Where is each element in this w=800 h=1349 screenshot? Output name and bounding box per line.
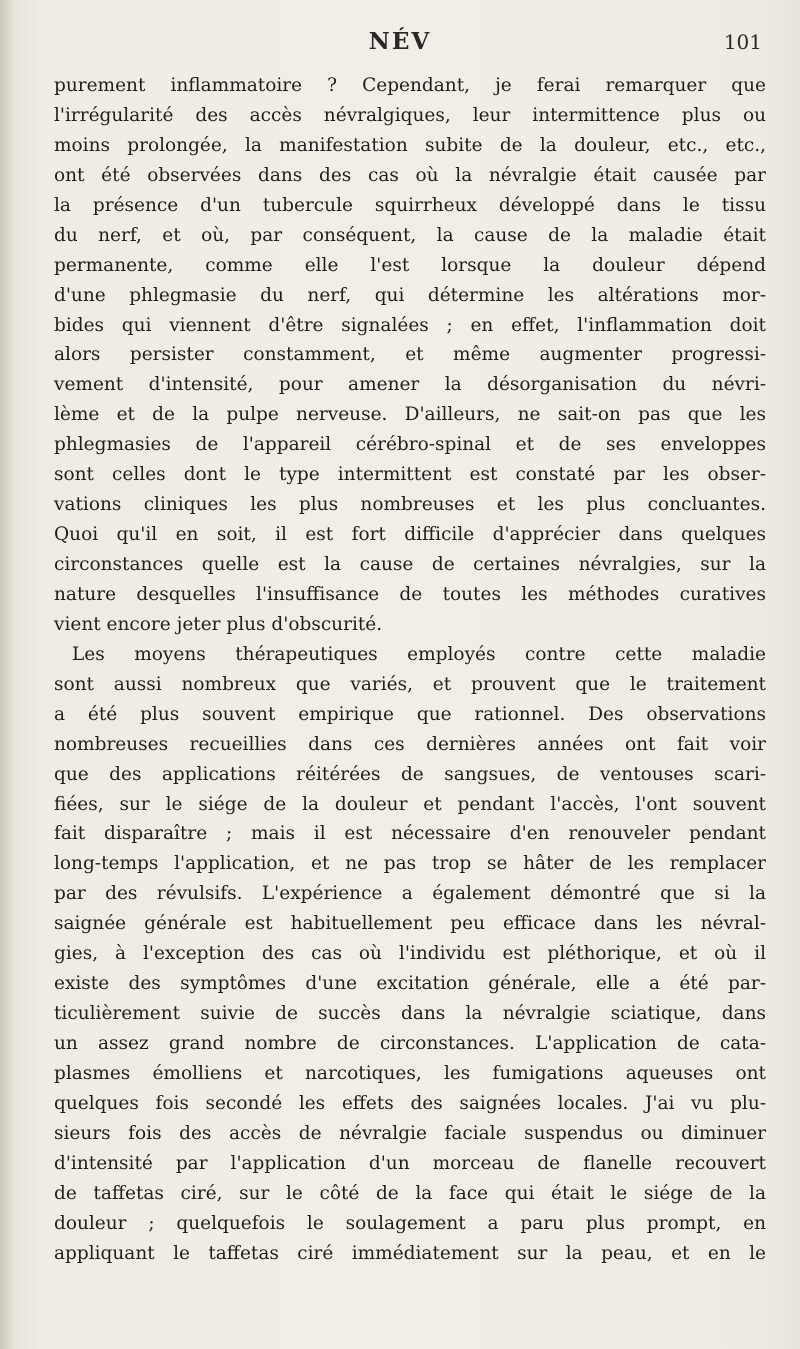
text-line: existe des symptômes d'une excitation générale, elle a été par-	[54, 973, 766, 995]
text-line: purement inflammatoire ? Cependant, je ferai remarquer que	[54, 75, 766, 96]
text-line: quelques fois secondé les effets des saignées locales. J'ai vu plu-	[54, 1092, 766, 1114]
text-line: saignée générale est habituellement peu efficace dans les névral-	[54, 913, 766, 935]
text-line: fait disparaître ; mais il est nécessaire d'en renouveler pendant	[54, 823, 766, 845]
text-line: douleur ; quelquefois le soulagement a paru plus prompt, en	[54, 1212, 766, 1234]
text-line: sont celles dont le type intermittent est constaté par les obser-	[54, 464, 766, 486]
text-line: d'une phlegmasie du nerf, qui détermine les altérations mor-	[54, 284, 766, 306]
text-line: alors persister constamment, et même augmenter progressi-	[54, 344, 766, 366]
text-line: nombreuses recueillies dans ces dernières années ont fait voir	[54, 733, 766, 755]
body-text	[54, 71, 766, 1269]
text-line: de taffetas ciré, sur le côté de la face qui était le siége de la	[54, 1182, 766, 1204]
text-line: par des révulsifs. L'expérience a également démontré que si la	[54, 883, 766, 905]
text-line: moins prolongée, la manifestation subite de la douleur, etc., etc.,	[54, 134, 766, 156]
page-number: 101	[723, 30, 762, 54]
text-line: l'irrégularité des accès névralgiques, leur intermittence plus ou	[54, 104, 766, 126]
text-line: circonstances quelle est la cause de certaines névralgies, sur la	[54, 554, 766, 575]
text-line: bides qui viennent d'être signalées ; en effet, l'inflammation doit	[54, 314, 766, 336]
paragraph-end-line: vient encore jeter plus d'obscurité.	[54, 613, 383, 635]
paragraph-start-line: Les moyens thérapeutiques employés contre cette maladie	[72, 643, 766, 665]
text-line: du nerf, et où, par conséquent, la cause de la maladie était	[54, 224, 766, 246]
text-line: Quoi qu'il en soit, il est fort difficile d'apprécier dans quelques	[54, 524, 766, 546]
text-line: appliquant le taffetas ciré immédiatement sur la peau, et en le	[54, 1242, 766, 1264]
text-line: la présence d'un tubercule squirrheux développé dans le tissu	[54, 194, 766, 216]
text-line: ticulièrement suivie de succès dans la névralgie sciatique, dans	[54, 1003, 766, 1025]
text-line: gies, à l'exception des cas où l'individu est pléthorique, et où il	[54, 943, 766, 965]
text-line: plasmes émolliens et narcotiques, les fumigations aqueuses ont	[54, 1062, 766, 1084]
text-line: long-temps l'application, et ne pas trop se hâter de les remplacer	[54, 853, 766, 875]
text-line: sont aussi nombreux que variés, et prouvent que le traitement	[54, 673, 766, 695]
text-line: d'intensité par l'application d'un morceau de flanelle recouvert	[54, 1152, 766, 1174]
text-line: ont été observées dans des cas où la névralgie était causée par	[54, 164, 766, 186]
text-line: permanente, comme elle l'est lorsque la douleur dépend	[54, 254, 766, 276]
text-line: vations cliniques les plus nombreuses et les plus concluantes.	[54, 494, 766, 516]
text-line: fiées, sur le siége de la douleur et pendant l'accès, l'ont souvent	[54, 793, 766, 815]
text-line: un assez grand nombre de circonstances. L'application de cata-	[54, 1033, 766, 1054]
text-line: que des applications réitérées de sangsues, de ventouses scari-	[54, 763, 766, 785]
text-line: phlegmasies de l'appareil cérébro-spinal et de ses enveloppes	[54, 434, 766, 456]
page-header	[0, 18, 800, 58]
text-line: lème et de la pulpe nerveuse. D'ailleurs, ne sait-on pas que les	[54, 404, 766, 426]
running-head: NÉV	[368, 28, 432, 55]
text-line: a été plus souvent empirique que rationnel. Des observations	[54, 703, 766, 725]
page-edge-shadow	[0, 0, 14, 1349]
text-line: vement d'intensité, pour amener la désorganisation du névri-	[54, 374, 766, 396]
text-line: sieurs fois des accès de névralgie faciale suspendus ou diminuer	[54, 1122, 766, 1144]
text-line: nature desquelles l'insuffisance de toutes les méthodes curatives	[54, 583, 766, 605]
